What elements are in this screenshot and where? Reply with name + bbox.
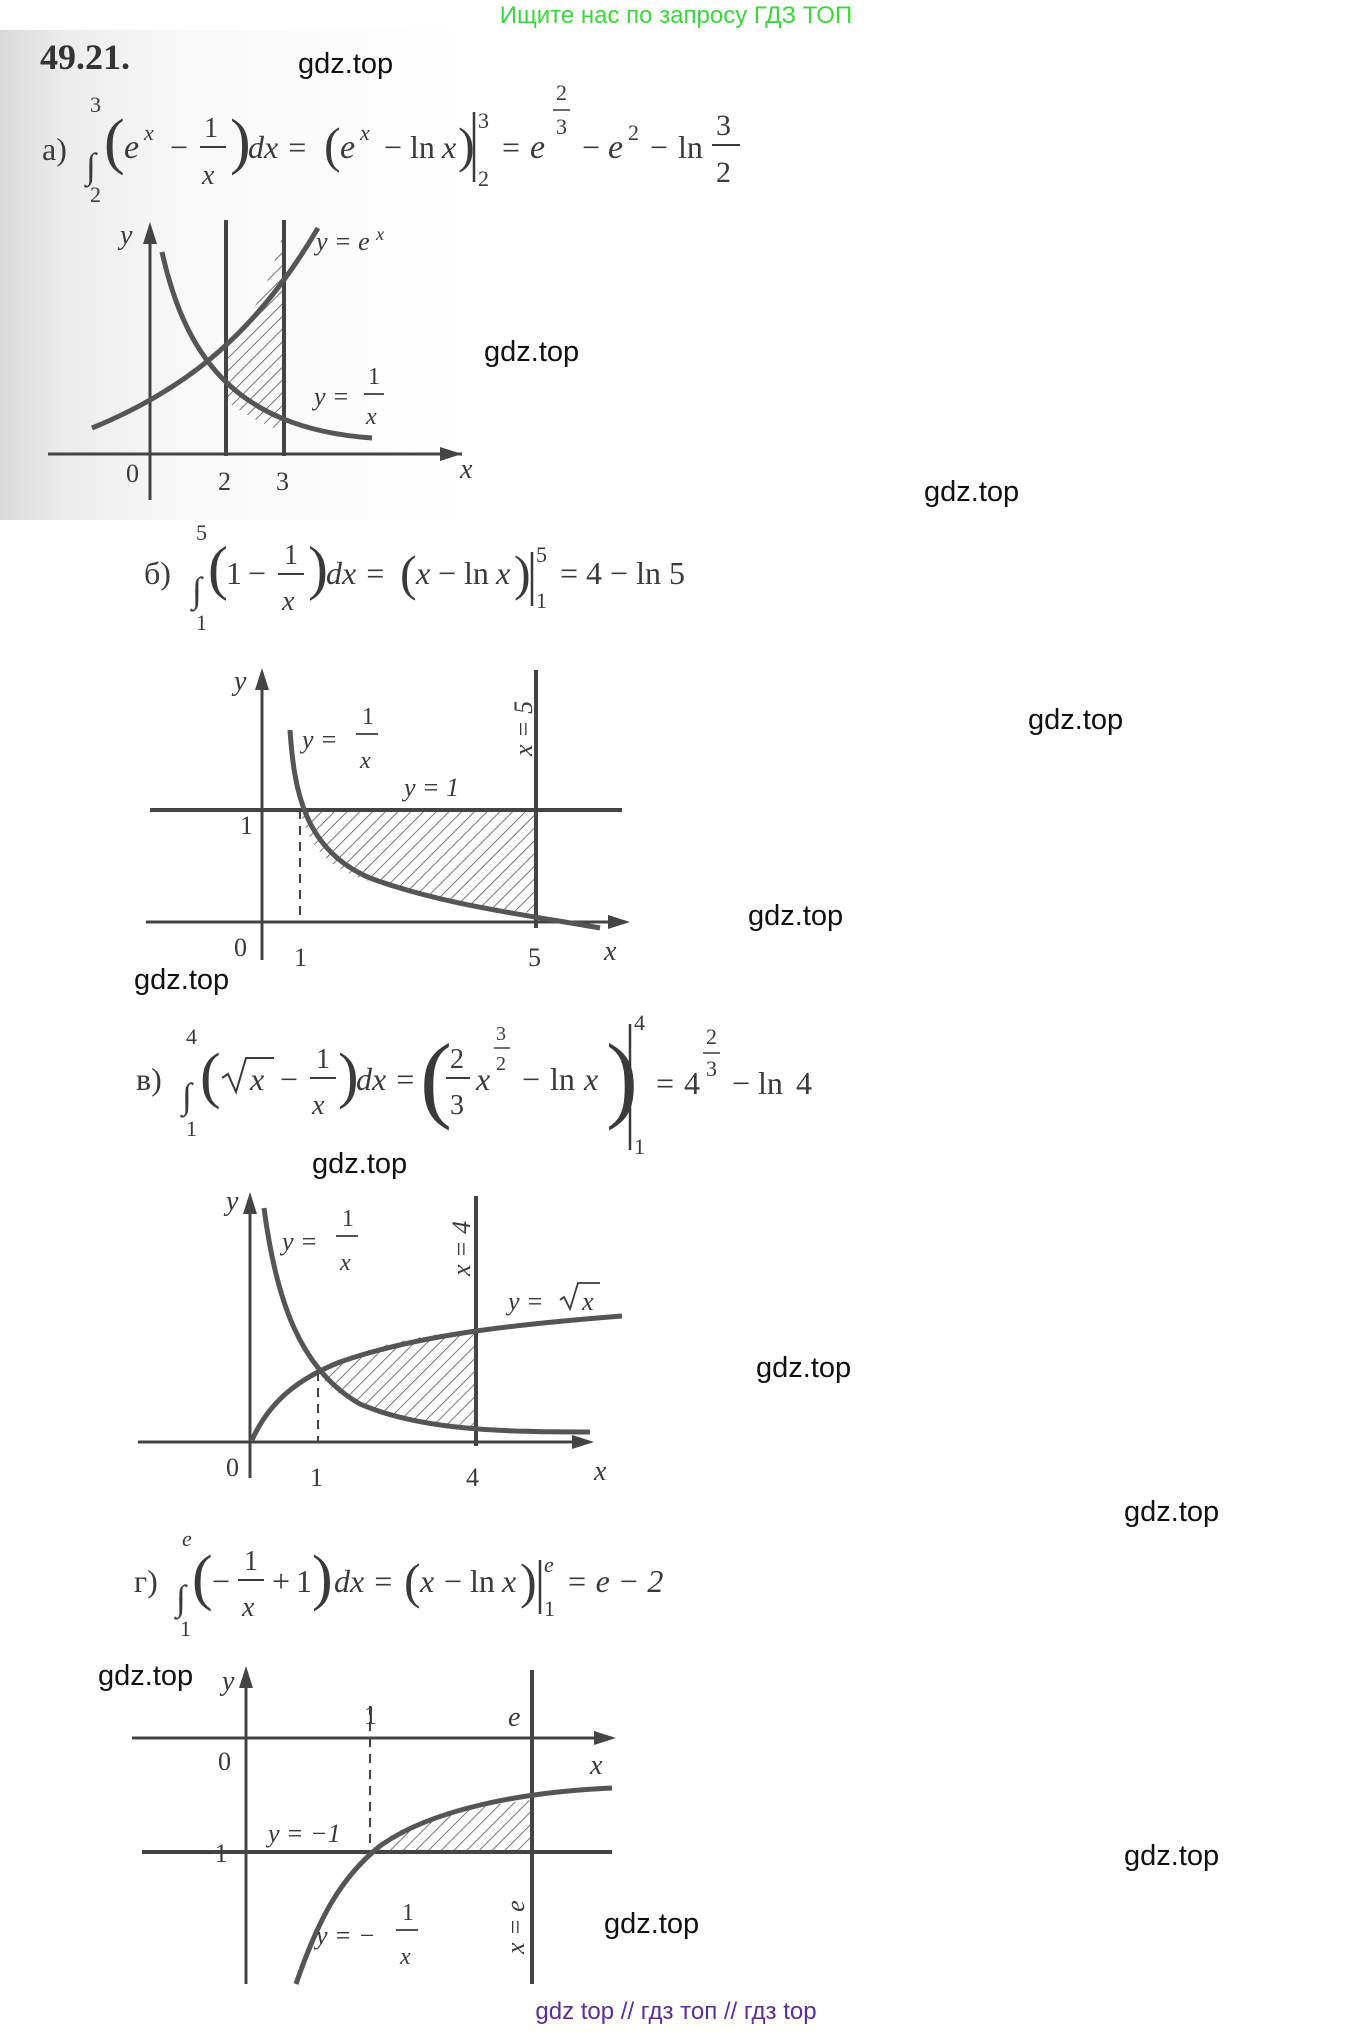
problem-number: 49.21. bbox=[40, 37, 130, 77]
antideriv-lparen: ( bbox=[400, 545, 417, 601]
antideriv-rparen: ) bbox=[520, 1553, 537, 1609]
curve-num: 1 bbox=[402, 1900, 414, 1926]
term-e: e bbox=[124, 129, 140, 166]
frac-num: 1 bbox=[204, 113, 218, 144]
curve-label: y = bbox=[302, 725, 338, 754]
sqrt-x: x bbox=[250, 1061, 265, 1097]
part-label-v: в) bbox=[136, 1061, 162, 1097]
eval-top: 4 bbox=[634, 1010, 645, 1035]
limit-top: 4 bbox=[186, 1024, 197, 1049]
antideriv-exp: x bbox=[360, 120, 370, 145]
integral-sign: ∫ bbox=[182, 1076, 192, 1116]
watermark: gdz.top bbox=[748, 900, 844, 932]
y-axis-label: y bbox=[120, 220, 133, 251]
result-exp-num: 2 bbox=[556, 80, 567, 105]
watermark: gdz.top bbox=[98, 1660, 194, 1692]
left-paren: ( bbox=[200, 1042, 221, 1110]
origin: 0 bbox=[218, 1747, 231, 1776]
antideriv-x2: x bbox=[496, 555, 511, 591]
minus: − bbox=[170, 129, 189, 165]
equals: = bbox=[502, 129, 521, 165]
frac-den: x bbox=[242, 1592, 255, 1623]
y-axis-label: y bbox=[226, 1186, 239, 1217]
left-paren: ( bbox=[208, 535, 228, 601]
integral-sign: ∫ bbox=[176, 1578, 186, 1618]
result-minus: − bbox=[582, 129, 601, 165]
eval-top: 3 bbox=[478, 108, 489, 133]
equation-a bbox=[0, 60, 1352, 210]
antideriv-minus: − bbox=[384, 129, 403, 165]
shaded-region-b bbox=[300, 810, 536, 914]
part-label-g: г) bbox=[134, 1563, 158, 1599]
line-y-label: y = −1 bbox=[268, 1819, 341, 1848]
graph-a bbox=[0, 200, 1352, 500]
watermark: gdz.top bbox=[484, 336, 580, 368]
tick-0: 0 bbox=[234, 933, 247, 962]
x-axis-label: x bbox=[604, 936, 617, 967]
limit-top: 5 bbox=[196, 520, 207, 545]
curve-recip-num: 1 bbox=[368, 364, 380, 390]
plus: + bbox=[272, 1563, 291, 1599]
top-banner: Ищите нас по запросу ГДЗ ТОП bbox=[499, 2, 853, 29]
result-exp-num: 2 bbox=[706, 1024, 717, 1049]
curve-den: x bbox=[400, 1944, 411, 1970]
antideriv-x: x bbox=[420, 1563, 435, 1599]
antideriv-lparen: ( bbox=[404, 1553, 421, 1609]
left-paren: ( bbox=[104, 108, 125, 176]
antideriv-rparen: ) bbox=[514, 545, 531, 601]
part-label-b: б) bbox=[144, 555, 171, 591]
curve-sqrt-label: y = bbox=[508, 1287, 544, 1316]
dx: dx = bbox=[334, 1563, 394, 1599]
antideriv-x: x bbox=[476, 1061, 491, 1097]
exp-den: 2 bbox=[496, 1053, 506, 1075]
watermark: gdz.top bbox=[312, 1148, 408, 1180]
limit-bottom: 1 bbox=[196, 610, 207, 635]
graph-v bbox=[0, 1170, 1352, 1500]
curve-recip-label: y = bbox=[282, 1227, 318, 1256]
result: = 4 − ln 5 bbox=[560, 555, 685, 591]
tick-1: 1 bbox=[310, 1463, 323, 1492]
y-tick-minus1: −1 bbox=[200, 1839, 228, 1868]
result-e2: e bbox=[608, 129, 624, 166]
equals: = bbox=[656, 1065, 675, 1101]
curve-recip-den: x bbox=[366, 404, 377, 430]
dx: dx = bbox=[248, 129, 308, 165]
tick-2: 2 bbox=[218, 467, 231, 496]
x-axis-label: x bbox=[460, 454, 473, 485]
ln: ln bbox=[410, 129, 435, 165]
right-paren: ) bbox=[308, 535, 328, 601]
curve-recip-num: 1 bbox=[342, 1206, 354, 1232]
graph-b bbox=[0, 650, 1352, 980]
integral-sign: ∫ bbox=[192, 570, 202, 610]
result-frac-num: 3 bbox=[716, 109, 731, 142]
ln: ln bbox=[464, 555, 489, 591]
tick-4: 4 bbox=[466, 1463, 479, 1492]
eval-bottom: 1 bbox=[544, 1596, 555, 1621]
tick-3: 3 bbox=[276, 467, 289, 496]
result-ln: ln bbox=[678, 129, 703, 165]
curve-sqrt-x: x bbox=[582, 1287, 594, 1316]
equation-b bbox=[0, 510, 1352, 640]
term-e-exp: x bbox=[144, 120, 154, 145]
watermark: gdz.top bbox=[1124, 1496, 1220, 1528]
limit-bottom: 2 bbox=[90, 182, 101, 207]
eval-bottom: 2 bbox=[478, 166, 489, 191]
watermark: gdz.top bbox=[298, 48, 394, 80]
line-x-label: x = 4 bbox=[447, 1220, 476, 1276]
watermark: gdz.top bbox=[134, 964, 230, 996]
term-one: 1 bbox=[296, 1563, 312, 1599]
minus: − bbox=[248, 555, 267, 591]
antideriv-rparen: ) bbox=[606, 1024, 638, 1131]
eval-bottom: 1 bbox=[536, 588, 547, 613]
result-minus2: − bbox=[650, 129, 669, 165]
equation-v bbox=[0, 1010, 1352, 1170]
result-e2-exp: 2 bbox=[628, 120, 639, 145]
tick-e: e bbox=[508, 1702, 521, 1733]
frac-num: 1 bbox=[316, 1044, 330, 1075]
tick-0: 0 bbox=[126, 459, 139, 488]
y-axis-label: y bbox=[222, 1666, 235, 1697]
part-label-a: а) bbox=[42, 131, 67, 167]
term-one: 1 bbox=[226, 555, 242, 591]
result-e: e bbox=[530, 129, 546, 166]
x-axis-label: x bbox=[590, 1750, 603, 1781]
antideriv-e: e bbox=[340, 129, 356, 166]
curve-exp-label: y = e bbox=[316, 227, 370, 256]
result-minus: − bbox=[732, 1065, 751, 1101]
antideriv-minus: − bbox=[444, 1563, 463, 1599]
line-y-label: y = 1 bbox=[404, 773, 460, 802]
curve-num: 1 bbox=[362, 704, 374, 730]
curve-den: x bbox=[360, 748, 371, 774]
dx: dx = bbox=[356, 1061, 416, 1097]
eval-bottom: 1 bbox=[634, 1134, 645, 1159]
antideriv-x: x bbox=[442, 129, 457, 165]
frac-num: 1 bbox=[284, 540, 298, 571]
eval-top: 5 bbox=[536, 542, 547, 567]
right-paren: ) bbox=[312, 1544, 333, 1612]
curve-recip-label: y = bbox=[314, 382, 350, 411]
antideriv-x: x bbox=[416, 555, 431, 591]
antideriv-lparen: ( bbox=[324, 117, 341, 173]
limit-bottom: 1 bbox=[180, 1616, 191, 1641]
result-ln: ln bbox=[758, 1065, 783, 1101]
watermark: gdz.top bbox=[924, 476, 1020, 508]
limit-bottom: 1 bbox=[186, 1116, 197, 1141]
limit-top: e bbox=[182, 1526, 192, 1551]
curve-recip-den: x bbox=[340, 1250, 351, 1276]
frac-den: x bbox=[312, 1090, 325, 1121]
result-frac-den: 2 bbox=[716, 156, 731, 189]
curve-label: y = − bbox=[316, 1921, 376, 1950]
curve-exp-label-exp: x bbox=[376, 224, 384, 244]
line-x-label: x = e bbox=[501, 1900, 530, 1954]
result: = e − 2 bbox=[566, 1563, 664, 1599]
antideriv-lparen: ( bbox=[420, 1024, 452, 1131]
dx: dx = bbox=[326, 555, 386, 591]
right-paren: ) bbox=[230, 108, 251, 176]
coef-num: 2 bbox=[450, 1044, 464, 1075]
line-x-label: x = 5 bbox=[509, 700, 538, 756]
tick-1: 1 bbox=[364, 1701, 377, 1730]
limit-top: 3 bbox=[90, 92, 101, 117]
tick-0: 0 bbox=[226, 1453, 239, 1482]
watermark: gdz.top bbox=[756, 1352, 852, 1384]
sqrt-sign bbox=[222, 1058, 274, 1092]
y-tick-1: 1 bbox=[240, 811, 253, 840]
result-ln-arg: 4 bbox=[796, 1065, 812, 1101]
minus: − bbox=[212, 1563, 231, 1599]
shaded-region-g bbox=[370, 1800, 532, 1852]
antideriv-x2: x bbox=[584, 1061, 599, 1097]
frac-den: x bbox=[282, 586, 295, 617]
integral-sign: ∫ bbox=[86, 146, 96, 186]
tick-5: 5 bbox=[528, 943, 541, 972]
antideriv-minus: − bbox=[522, 1061, 541, 1097]
ln: ln bbox=[470, 1563, 495, 1599]
x-axis-label: x bbox=[594, 1456, 607, 1487]
frac-den: x bbox=[202, 160, 215, 191]
shaded-region-a bbox=[226, 229, 284, 431]
minus: − bbox=[280, 1061, 299, 1097]
coef-den: 3 bbox=[450, 1090, 464, 1121]
antideriv-rparen: ) bbox=[458, 117, 475, 173]
watermark: gdz.top bbox=[1028, 704, 1124, 736]
antideriv-x2: x bbox=[502, 1563, 517, 1599]
right-paren: ) bbox=[338, 1042, 359, 1110]
footer-links: gdz top // гдз топ // гдз top bbox=[535, 1998, 817, 2025]
result-exp-den: 3 bbox=[556, 114, 567, 139]
antideriv-minus: − bbox=[438, 555, 457, 591]
left-paren: ( bbox=[192, 1544, 213, 1612]
tick-1: 1 bbox=[294, 943, 307, 972]
eval-top: e bbox=[544, 1552, 554, 1577]
result-exp-den: 3 bbox=[706, 1056, 717, 1081]
result-four: 4 bbox=[684, 1065, 700, 1101]
ln: ln bbox=[550, 1061, 575, 1097]
exp-num: 3 bbox=[496, 1023, 506, 1045]
frac-num: 1 bbox=[244, 1546, 258, 1577]
watermark: gdz.top bbox=[604, 1908, 700, 1940]
watermark: gdz.top bbox=[1124, 1840, 1220, 1872]
y-axis-label: y bbox=[234, 666, 247, 697]
